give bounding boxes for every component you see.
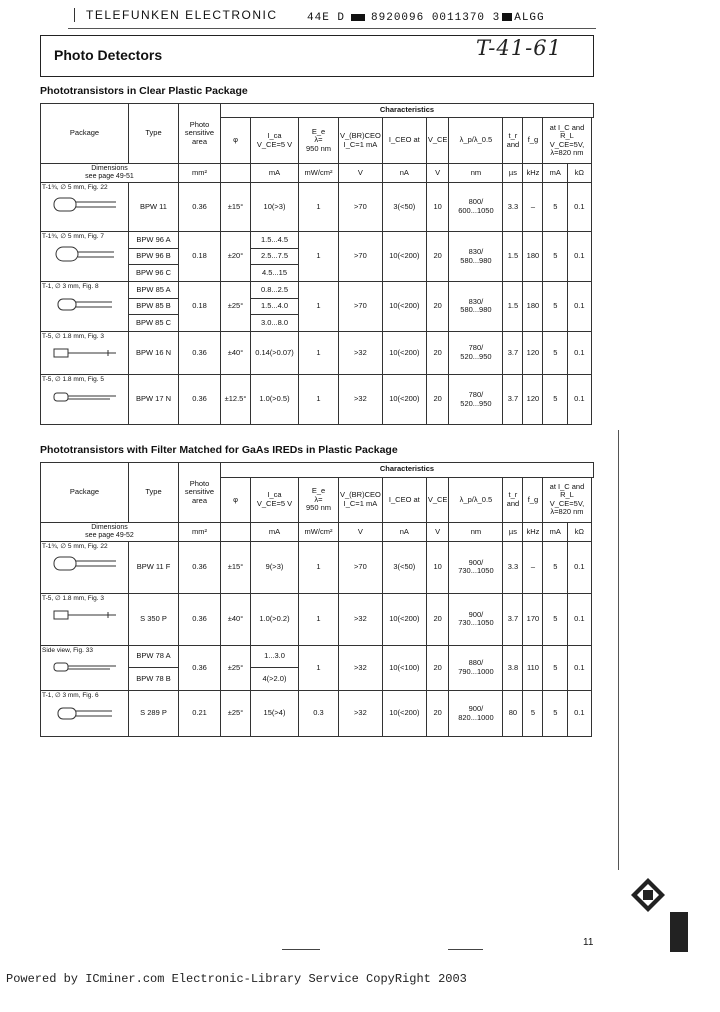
phi-cell: ±40°	[221, 593, 251, 645]
ic-cell: 5	[543, 541, 568, 593]
rl-cell: 0.1	[568, 645, 591, 691]
unit-rl: kΩ	[568, 523, 591, 542]
tr-cell: 1.5	[503, 232, 523, 282]
col-ee-header: E_e λ= 950 nm	[299, 118, 339, 164]
vbr-cell: >32	[339, 331, 383, 374]
package-cell	[41, 182, 129, 232]
spacer-cell	[591, 645, 594, 691]
type-cell: BPW 17 N	[129, 375, 179, 425]
package-drawing-icon	[50, 293, 120, 315]
package-cell	[41, 282, 129, 332]
dimensions-note: Dimensions see page 49-52	[41, 523, 179, 542]
lambda-cell: 900/ 730...1050	[449, 541, 503, 593]
phi-cell: ±15°	[221, 541, 251, 593]
phi-cell: ±12.5°	[221, 375, 251, 425]
package-cell	[41, 593, 129, 645]
package-drawing-icon	[50, 342, 120, 364]
col-package-header: Package	[41, 463, 129, 523]
unit-phi	[221, 164, 251, 183]
fg-cell: 110	[523, 645, 543, 691]
package-cell	[41, 691, 129, 737]
unit-area: mm²	[179, 164, 221, 183]
col-ica-header: I_ca V_CE=5 V	[251, 118, 299, 164]
code-left: 44E D	[307, 12, 346, 24]
bottom-dash-left	[282, 949, 320, 950]
table-row	[41, 593, 594, 645]
fg-cell: –	[523, 182, 543, 232]
type-cell: BPW 96 C	[129, 265, 179, 282]
lambda-cell: 830/ 580...980	[449, 282, 503, 332]
tr-cell: 3.7	[503, 593, 523, 645]
col-area-header: Photo sensitive area	[179, 463, 221, 523]
col-tr-header: t_r and	[503, 118, 523, 164]
header-tick	[74, 8, 75, 22]
spacer-cell	[591, 182, 594, 232]
unit-ee: mW/cm²	[299, 523, 339, 542]
code-mid: 8920096 0011370 3	[371, 12, 501, 24]
col-vce-header: V_CE	[426, 477, 449, 523]
area-cell: 0.36	[179, 182, 221, 232]
area-cell: 0.36	[179, 331, 221, 374]
ica-cell: 1.5...4.5	[251, 232, 299, 249]
col-phi-header: φ	[221, 477, 251, 523]
chars-header-row	[41, 104, 594, 118]
ic-cell: 5	[543, 331, 568, 374]
fg-cell: 180	[523, 232, 543, 282]
unit-lambda: nm	[449, 523, 503, 542]
type-cell: BPW 85 B	[129, 298, 179, 315]
unit-rl: kΩ	[568, 164, 591, 183]
units-row	[41, 164, 594, 183]
ica-cell: 1.5...4.0	[251, 298, 299, 315]
table-row	[41, 691, 594, 737]
unit-vbr: V	[339, 523, 383, 542]
type-cell: BPW 96 B	[129, 248, 179, 265]
col-phi-header: φ	[221, 118, 251, 164]
unit-area: mm²	[179, 523, 221, 542]
vbr-cell: >70	[339, 541, 383, 593]
ica-cell: 1.0(>0.5)	[251, 375, 299, 425]
ee-cell: 1	[299, 331, 339, 374]
package-label: T-5, ∅ 1.8 mm, Fig. 3	[42, 594, 105, 602]
ee-cell: 0.3	[299, 691, 339, 737]
vbr-cell: >32	[339, 645, 383, 691]
dimensions-note: Dimensions see page 49-51	[41, 164, 179, 183]
lambda-cell: 880/ 790...1000	[449, 645, 503, 691]
col-fg-header: f_g	[523, 118, 543, 164]
ee-cell: 1	[299, 541, 339, 593]
area-cell: 0.36	[179, 375, 221, 425]
package-label: T-1, ∅ 3 mm, Fig. 8	[42, 283, 99, 291]
rl-cell: 0.1	[568, 593, 591, 645]
fg-cell: 5	[523, 691, 543, 737]
tr-cell: 3.7	[503, 375, 523, 425]
package-label: Side view, Fig. 33	[42, 646, 93, 654]
tr-cell: 3.7	[503, 331, 523, 374]
phi-cell: ±20°	[221, 232, 251, 282]
col-vce-header: V_CE	[426, 118, 449, 164]
unit-ic: mA	[543, 523, 568, 542]
unit-ica: mA	[251, 164, 299, 183]
package-drawing-icon	[50, 702, 120, 724]
ica-cell: 1.0(>0.2)	[251, 593, 299, 645]
ica-cell: 0.14(>0.07)	[251, 331, 299, 374]
type-cell: BPW 85 C	[129, 315, 179, 332]
package-cell	[41, 645, 129, 691]
section1-title: Phototransistors in Clear Plastic Package	[40, 85, 248, 97]
iceo-cell: 3(<50)	[382, 541, 426, 593]
black-mark-small	[502, 13, 512, 21]
ic-cell: 5	[543, 691, 568, 737]
iceo-cell: 10(<200)	[382, 331, 426, 374]
spacer-cell	[591, 282, 594, 332]
vce-cell: 20	[426, 232, 449, 282]
iceo-cell: 10(<200)	[382, 593, 426, 645]
package-label: T-5, ∅ 1.8 mm, Fig. 5	[42, 376, 105, 384]
package-label: T-1, ∅ 3 mm, Fig. 6	[42, 692, 99, 700]
package-drawing-icon	[50, 193, 120, 215]
fg-cell: 120	[523, 331, 543, 374]
table-row	[41, 375, 594, 425]
header-code	[307, 12, 545, 24]
col-package-header: Package	[41, 104, 129, 164]
col-cond-header: at I_C and R_L V_CE=5V, λ=820 nm	[543, 477, 591, 523]
unit-vce: V	[426, 523, 449, 542]
lambda-cell: 800/ 600...1050	[449, 182, 503, 232]
spacer-cell	[591, 232, 594, 282]
col-iceo-header: I_CEO at	[382, 477, 426, 523]
header-rule	[68, 28, 596, 29]
lambda-cell: 780/ 520...950	[449, 331, 503, 374]
bottom-dash-right	[448, 949, 483, 950]
package-label: T-1¾, ∅ 5 mm, Fig. 22	[42, 183, 108, 191]
fg-cell: –	[523, 541, 543, 593]
ica-cell: 1...3.0	[251, 645, 299, 668]
iceo-cell: 3(<50)	[382, 182, 426, 232]
spacer-cell	[591, 691, 594, 737]
area-cell: 0.21	[179, 691, 221, 737]
vce-cell: 20	[426, 691, 449, 737]
rl-cell: 0.1	[568, 232, 591, 282]
unit-ic: mA	[543, 164, 568, 183]
vbr-cell: >32	[339, 691, 383, 737]
unit-fg: kHz	[523, 164, 543, 183]
table-row	[41, 541, 594, 593]
col-lambda-header: λ_p/λ_0.5	[449, 477, 503, 523]
table-row	[41, 282, 594, 299]
ee-cell: 1	[299, 593, 339, 645]
unit-iceo: nA	[382, 164, 426, 183]
area-cell: 0.36	[179, 645, 221, 691]
unit-phi	[221, 523, 251, 542]
spacer-cell	[591, 375, 594, 425]
col-spacer-header	[591, 477, 594, 523]
edge-mark	[670, 912, 688, 952]
col-area-header: Photo sensitive area	[179, 104, 221, 164]
unit-spacer	[591, 523, 594, 542]
col-spacer-header	[591, 118, 594, 164]
tr-cell: 3.3	[503, 182, 523, 232]
type-cell: BPW 78 B	[129, 668, 179, 691]
unit-lambda: nm	[449, 164, 503, 183]
vce-cell: 10	[426, 541, 449, 593]
package-label: T-1¾, ∅ 5 mm, Fig. 22	[42, 542, 108, 550]
code-right: ALGG	[514, 12, 545, 24]
col-tr-header: t_r and	[503, 477, 523, 523]
vbr-cell: >32	[339, 593, 383, 645]
type-cell: BPW 11 F	[129, 541, 179, 593]
type-cell: BPW 96 A	[129, 232, 179, 249]
package-cell	[41, 331, 129, 374]
package-cell	[41, 232, 129, 282]
fg-cell: 170	[523, 593, 543, 645]
col-fg-header: f_g	[523, 477, 543, 523]
package-drawing-icon	[50, 243, 120, 265]
brand-name: TELEFUNKEN ELECTRONIC	[86, 8, 278, 22]
col-ica-header: I_ca V_CE=5 V	[251, 477, 299, 523]
col-type-header: Type	[129, 463, 179, 523]
ica-cell: 4(>2.0)	[251, 668, 299, 691]
area-cell: 0.18	[179, 282, 221, 332]
ee-cell: 1	[299, 645, 339, 691]
lambda-cell: 900/ 820...1000	[449, 691, 503, 737]
ee-cell: 1	[299, 182, 339, 232]
units-row	[41, 523, 594, 542]
ee-cell: 1	[299, 375, 339, 425]
spacer-cell	[591, 331, 594, 374]
unit-iceo: nA	[382, 523, 426, 542]
table-row	[41, 331, 594, 374]
characteristics-label: Characteristics	[221, 463, 594, 478]
package-drawing-icon	[50, 386, 120, 408]
spacer-cell	[591, 593, 594, 645]
unit-tr: µs	[503, 164, 523, 183]
lambda-cell: 900/ 730...1050	[449, 593, 503, 645]
ica-cell: 3.0...8.0	[251, 315, 299, 332]
spec-table-filter-plastic	[40, 462, 594, 737]
col-ee-header: E_e λ= 950 nm	[299, 477, 339, 523]
ica-cell: 2.5...7.5	[251, 248, 299, 265]
package-label: T-1¾, ∅ 5 mm, Fig. 7	[42, 233, 105, 241]
table-row	[41, 645, 594, 668]
tr-cell: 80	[503, 691, 523, 737]
iceo-cell: 10(<100)	[382, 645, 426, 691]
tr-cell: 1.5	[503, 282, 523, 332]
unit-fg: kHz	[523, 523, 543, 542]
ica-cell: 9(>3)	[251, 541, 299, 593]
rl-cell: 0.1	[568, 541, 591, 593]
ic-cell: 5	[543, 182, 568, 232]
rl-cell: 0.1	[568, 182, 591, 232]
type-cell: BPW 78 A	[129, 645, 179, 668]
col-lambda-header: λ_p/λ_0.5	[449, 118, 503, 164]
type-cell: BPW 85 A	[129, 282, 179, 299]
black-mark	[351, 14, 365, 21]
table-row	[41, 232, 594, 249]
lambda-cell: 830/ 580...980	[449, 232, 503, 282]
vbr-cell: >70	[339, 182, 383, 232]
margin-line	[618, 430, 619, 870]
unit-tr: µs	[503, 523, 523, 542]
type-cell: BPW 16 N	[129, 331, 179, 374]
phi-cell: ±25°	[221, 645, 251, 691]
vce-cell: 20	[426, 331, 449, 374]
vbr-cell: >70	[339, 282, 383, 332]
table-row	[41, 182, 594, 232]
col-vbr-header: V_(BR)CEO I_C=1 mA	[339, 477, 383, 523]
phi-cell: ±25°	[221, 691, 251, 737]
footer-credit: Powered by ICminer.com Electronic-Library Service CopyRight 2003	[6, 972, 467, 986]
unit-vbr: V	[339, 164, 383, 183]
iceo-cell: 10(<200)	[382, 375, 426, 425]
vce-cell: 20	[426, 375, 449, 425]
type-cell: S 350 P	[129, 593, 179, 645]
package-drawing-icon	[50, 604, 120, 626]
vce-cell: 20	[426, 593, 449, 645]
ee-cell: 1	[299, 232, 339, 282]
fg-cell: 180	[523, 282, 543, 332]
unit-ica: mA	[251, 523, 299, 542]
page-number: 11	[583, 937, 594, 948]
ic-cell: 5	[543, 593, 568, 645]
ica-cell: 15(>4)	[251, 691, 299, 737]
iceo-cell: 10(<200)	[382, 691, 426, 737]
col-type-header: Type	[129, 104, 179, 164]
page-title: Photo Detectors	[54, 47, 163, 63]
ic-cell: 5	[543, 375, 568, 425]
vce-cell: 10	[426, 182, 449, 232]
spacer-cell	[591, 541, 594, 593]
vbr-cell: >32	[339, 375, 383, 425]
fg-cell: 120	[523, 375, 543, 425]
characteristics-label: Characteristics	[221, 104, 594, 118]
handwritten-note: T-41-61	[476, 36, 562, 60]
ica-cell: 0.8...2.5	[251, 282, 299, 299]
package-drawing-icon	[50, 552, 120, 574]
rl-cell: 0.1	[568, 282, 591, 332]
rl-cell: 0.1	[568, 375, 591, 425]
type-cell: BPW 11	[129, 182, 179, 232]
chars-header-row	[41, 463, 594, 478]
ic-cell: 5	[543, 645, 568, 691]
unit-ee: mW/cm²	[299, 164, 339, 183]
ica-cell: 10(>3)	[251, 182, 299, 232]
tr-cell: 3.3	[503, 541, 523, 593]
rl-cell: 0.1	[568, 331, 591, 374]
ica-cell: 4.5...15	[251, 265, 299, 282]
spec-table-clear-plastic	[40, 103, 594, 425]
unit-spacer	[591, 164, 594, 183]
section2-title: Phototransistors with Filter Matched for GaAs IREDs in Plastic Package	[40, 444, 398, 456]
lambda-cell: 780/ 520...950	[449, 375, 503, 425]
area-cell: 0.36	[179, 593, 221, 645]
package-cell	[41, 541, 129, 593]
ic-cell: 5	[543, 282, 568, 332]
package-label: T-5, ∅ 1.8 mm, Fig. 3	[42, 332, 105, 340]
area-cell: 0.18	[179, 232, 221, 282]
area-cell: 0.36	[179, 541, 221, 593]
unit-vce: V	[426, 164, 449, 183]
vbr-cell: >70	[339, 232, 383, 282]
package-drawing-icon	[50, 656, 120, 678]
ee-cell: 1	[299, 282, 339, 332]
package-cell	[41, 375, 129, 425]
tr-cell: 3.8	[503, 645, 523, 691]
vce-cell: 20	[426, 645, 449, 691]
vce-cell: 20	[426, 282, 449, 332]
rl-cell: 0.1	[568, 691, 591, 737]
type-cell: S 289 P	[129, 691, 179, 737]
phi-cell: ±25°	[221, 282, 251, 332]
col-cond-header: at I_C and R_L V_CE=5V, λ=820 nm	[543, 118, 591, 164]
col-vbr-header: V_(BR)CEO I_C=1 mA	[339, 118, 383, 164]
phi-cell: ±15°	[221, 182, 251, 232]
iceo-cell: 10(<200)	[382, 232, 426, 282]
phi-cell: ±40°	[221, 331, 251, 374]
telefunken-logo-icon	[630, 877, 666, 913]
iceo-cell: 10(<200)	[382, 282, 426, 332]
ic-cell: 5	[543, 232, 568, 282]
col-iceo-header: I_CEO at	[382, 118, 426, 164]
